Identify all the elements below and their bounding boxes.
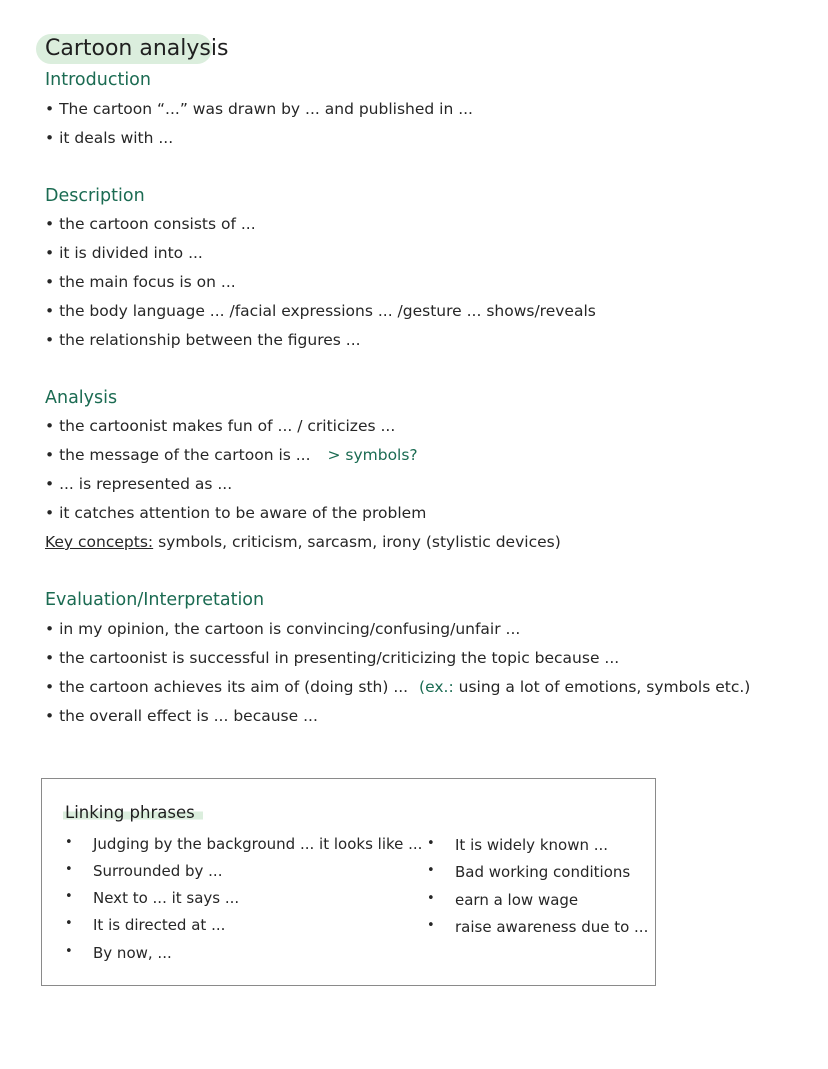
bullet-icon: • [65, 862, 73, 877]
evaluation-item: • the cartoonist is successful in presenting/criticizing the topic because ... [45, 649, 620, 667]
introduction-heading: Introduction [45, 70, 151, 90]
introduction-item: • it deals with ... [45, 129, 174, 147]
linking-phrase-item [65, 835, 423, 853]
analysis-item: • the cartoonist makes fun of ... / criticizes ... [45, 417, 396, 435]
key-concepts [45, 533, 561, 551]
linking-phrase-text: It is widely known ... [455, 836, 609, 854]
introduction-item: • The cartoon “...” was drawn by ... and published in ... [45, 100, 473, 118]
analysis-heading: Analysis [45, 388, 118, 408]
linking-phrase-item [427, 918, 649, 936]
linking-phrase-text: Next to ... it says ... [93, 889, 240, 907]
description-item: • the main focus is on ... [45, 273, 236, 291]
bullet-icon: • [65, 944, 73, 959]
analysis-item: • it catches attention to be aware of the problem [45, 504, 427, 522]
analysis-item: • ... is represented as ... [45, 475, 233, 493]
linking-phrases-heading: Linking phrases [63, 803, 203, 822]
bullet-icon: • [427, 863, 435, 878]
linking-phrase-item [427, 836, 609, 854]
linking-phrase-item [427, 863, 631, 881]
linking-phrase-text: raise awareness due to ... [455, 918, 649, 936]
linking-phrase-item [427, 891, 579, 909]
evaluation-heading: Evaluation/Interpretation [45, 590, 265, 610]
bullet-icon: • [65, 916, 73, 931]
evaluation-item-aim [45, 678, 750, 696]
description-item: • the body language ... /facial expressions ... /gesture ... shows/reveals [45, 302, 596, 320]
linking-phrases-box [41, 778, 656, 986]
description-heading: Description [45, 186, 145, 206]
linking-phrase-text: By now, ... [93, 944, 172, 962]
page-title: Cartoon analysis [45, 36, 229, 61]
bullet-icon: • [427, 836, 435, 851]
bullet-icon: • [65, 835, 73, 850]
description-item: • the cartoon consists of ... [45, 215, 256, 233]
analysis-message-text: • the message of the cartoon is ... [45, 446, 311, 464]
bullet-icon: • [427, 918, 435, 933]
description-item: • it is divided into ... [45, 244, 203, 262]
example-prefix: (ex.: [419, 678, 454, 696]
description-item: • the relationship between the figures ... [45, 331, 361, 349]
linking-phrase-text: It is directed at ... [93, 916, 226, 934]
bullet-icon: • [65, 889, 73, 904]
analysis-item-message [45, 446, 418, 464]
evaluation-item: • the overall effect is ... because ... [45, 707, 318, 725]
linking-phrase-text: earn a low wage [455, 891, 579, 909]
linking-phrase-item [65, 944, 172, 962]
evaluation-item: • in my opinion, the cartoon is convincing/confusing/unfair ... [45, 620, 521, 638]
linking-phrase-text: Judging by the background ... it looks like ... [93, 835, 423, 853]
key-concepts-text: symbols, criticism, sarcasm, irony (stylistic devices) [158, 533, 561, 551]
linking-phrase-item [65, 916, 226, 934]
symbols-hint: > symbols? [327, 446, 418, 464]
key-concepts-label: Key concepts: [45, 533, 154, 551]
linking-phrase-text: Bad working conditions [455, 863, 631, 881]
linking-phrase-text: Surrounded by ... [93, 862, 223, 880]
example-text: using a lot of emotions, symbols etc.) [458, 678, 751, 696]
linking-phrase-item [65, 889, 240, 907]
evaluation-aim-text: • the cartoon achieves its aim of (doing sth) ... [45, 678, 409, 696]
linking-phrase-item [65, 862, 223, 880]
page-title-highlight [36, 34, 229, 64]
bullet-icon: • [427, 891, 435, 906]
